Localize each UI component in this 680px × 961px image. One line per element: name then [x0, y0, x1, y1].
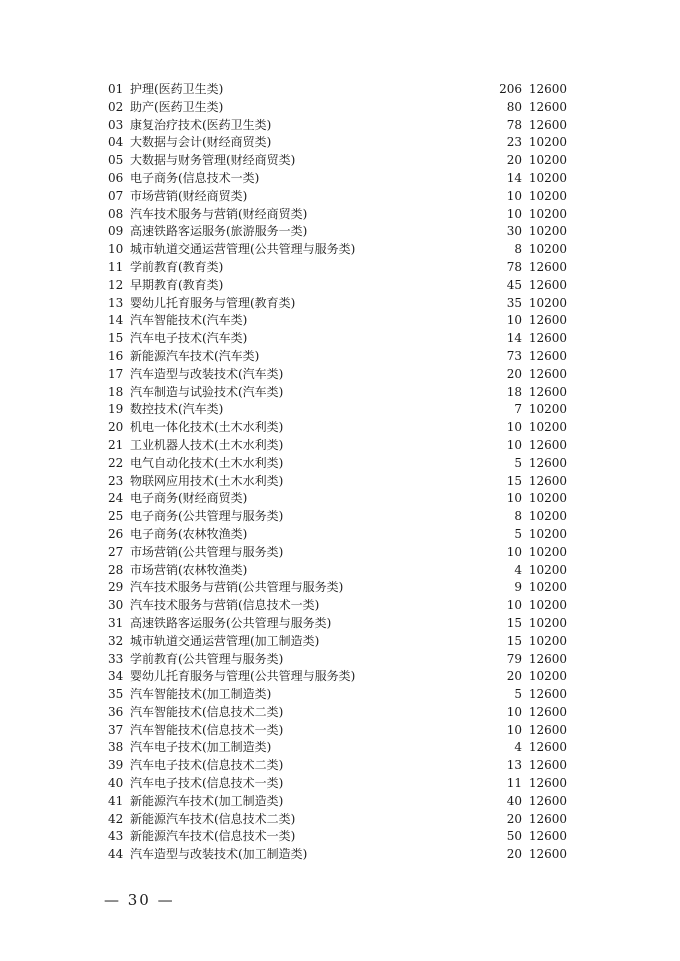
- row-code: 28: [108, 562, 124, 577]
- row-code: 02: [108, 99, 124, 114]
- tuition-fee: 12600: [528, 455, 567, 470]
- row-code: 07: [108, 188, 124, 203]
- enrollment-count: 10: [506, 544, 522, 559]
- tuition-fee: 12600: [528, 366, 567, 381]
- row-code: 34: [108, 669, 124, 684]
- enrollment-count: 20: [506, 811, 522, 826]
- tuition-fee: 12600: [528, 740, 567, 755]
- table-row: [108, 170, 578, 188]
- program-name: 护理(医药卫生类): [130, 82, 224, 96]
- tuition-fee: 10200: [528, 170, 567, 185]
- table-row: [108, 775, 578, 793]
- table-row: [108, 668, 578, 686]
- row-code: 27: [108, 544, 124, 559]
- row-code: 25: [108, 509, 124, 524]
- table-row: [108, 437, 578, 455]
- row-code: 32: [108, 633, 124, 648]
- tuition-fee: 12600: [528, 313, 567, 328]
- row-code: 36: [108, 704, 124, 719]
- program-name: 汽车技术服务与营销(信息技术一类): [130, 598, 320, 613]
- enrollment-count: 5: [514, 526, 522, 541]
- tuition-fee: 10200: [528, 562, 567, 577]
- table-row: [108, 490, 578, 508]
- enrollment-count: 50: [506, 829, 522, 844]
- tuition-fee: 12600: [528, 331, 567, 346]
- row-code: 43: [108, 829, 124, 844]
- table-row: [108, 312, 578, 330]
- table-row: [108, 401, 578, 419]
- table-row: [108, 81, 578, 99]
- enrollment-count: 10: [506, 420, 522, 435]
- enrollment-count: 4: [514, 740, 522, 755]
- table-row: [108, 633, 578, 651]
- enrollment-count: 10: [506, 704, 522, 719]
- tuition-fee: 10200: [528, 188, 567, 203]
- table-row: [108, 651, 578, 669]
- row-code: 09: [108, 224, 124, 239]
- table-row: [108, 526, 578, 544]
- enrollment-count: 45: [506, 277, 522, 292]
- program-name: 市场营销(农林牧渔类): [130, 562, 248, 577]
- tuition-fee: 10200: [528, 135, 567, 150]
- tuition-fee: 12600: [528, 687, 567, 702]
- program-name: 城市轨道交通运营管理(公共管理与服务类): [130, 242, 356, 257]
- program-name: 早期教育(教育类): [130, 277, 224, 292]
- program-name: 市场营销(财经商贸类): [130, 188, 248, 203]
- table-row: [108, 348, 578, 366]
- row-code: 39: [108, 758, 124, 773]
- program-name: 汽车造型与改装技术(汽车类): [130, 366, 284, 381]
- program-name: 电气自动化技术(土木水利类): [130, 455, 284, 470]
- enrollment-count: 20: [506, 669, 522, 684]
- enrollment-count: 20: [506, 847, 522, 862]
- row-code: 10: [108, 242, 124, 257]
- program-name: 新能源汽车技术(信息技术二类): [130, 811, 296, 826]
- table-row: [108, 704, 578, 722]
- tuition-fee: 10200: [528, 580, 567, 595]
- table-row: [108, 793, 578, 811]
- enrollment-count: 10: [506, 598, 522, 613]
- table-row: [108, 99, 578, 117]
- enrollment-count: 14: [506, 170, 522, 185]
- program-name: 数控技术(汽车类): [130, 402, 224, 417]
- table-row: [108, 241, 578, 259]
- enrollment-count: 10: [506, 313, 522, 328]
- row-code: 14: [108, 313, 124, 328]
- tuition-fee: 10200: [528, 402, 567, 417]
- table-row: [108, 223, 578, 241]
- tuition-fee: 12600: [528, 758, 567, 773]
- row-code: 15: [108, 331, 124, 346]
- row-code: 21: [108, 437, 124, 452]
- tuition-fee: 12600: [528, 811, 567, 826]
- enrollment-count: 4: [514, 562, 522, 577]
- row-code: 16: [108, 348, 124, 363]
- table-row: [108, 206, 578, 224]
- program-name: 汽车技术服务与营销(财经商贸类): [130, 206, 308, 221]
- row-code: 42: [108, 811, 124, 826]
- program-name: 大数据与财务管理(财经商贸类): [130, 153, 296, 168]
- program-name: 高速铁路客运服务(公共管理与服务类): [130, 615, 332, 630]
- table-row: [108, 846, 578, 864]
- enrollment-count: 10: [506, 722, 522, 737]
- table-row: [108, 259, 578, 277]
- program-name: 婴幼儿托育服务与管理(公共管理与服务类): [130, 669, 356, 684]
- program-name: 新能源汽车技术(加工制造类): [130, 793, 284, 808]
- tuition-fee: 10200: [528, 544, 567, 559]
- enrollment-count: 8: [514, 242, 522, 257]
- table-row: [108, 366, 578, 384]
- program-name: 高速铁路客运服务(旅游服务一类): [130, 224, 308, 239]
- row-code: 41: [108, 793, 124, 808]
- row-code: 03: [108, 117, 124, 132]
- tuition-fee: 12600: [528, 473, 567, 488]
- program-name: 市场营销(公共管理与服务类): [130, 544, 284, 559]
- enrollment-count: 78: [506, 117, 522, 132]
- enrollment-count: 5: [514, 687, 522, 702]
- table-row: [108, 579, 578, 597]
- table-row: [108, 419, 578, 437]
- enrollment-count: 80: [506, 99, 522, 114]
- tuition-fee: 12600: [528, 277, 567, 292]
- enrollment-count: 10: [506, 437, 522, 452]
- program-name: 康复治疗技术(医药卫生类): [130, 117, 272, 132]
- enrollment-count: 78: [506, 259, 522, 274]
- table-row: [108, 828, 578, 846]
- row-code: 12: [108, 277, 124, 292]
- program-name: 大数据与会计(财经商贸类): [130, 135, 272, 150]
- tuition-fee: 12600: [528, 437, 567, 452]
- row-code: 44: [108, 847, 124, 862]
- enrollment-count: 11: [506, 776, 522, 791]
- tuition-fee: 10200: [528, 153, 567, 168]
- program-name: 汽车制造与试验技术(汽车类): [130, 384, 284, 399]
- row-code: 19: [108, 402, 124, 417]
- row-code: 13: [108, 295, 124, 310]
- tuition-fee: 12600: [528, 651, 567, 666]
- tuition-fee: 10200: [528, 420, 567, 435]
- row-code: 06: [108, 170, 124, 185]
- table-row: [108, 330, 578, 348]
- tuition-fee: 10200: [528, 295, 567, 310]
- enrollment-count: 23: [506, 135, 522, 150]
- program-name: 电子商务(信息技术一类): [130, 170, 260, 185]
- table-row: [108, 615, 578, 633]
- table-row: [108, 188, 578, 206]
- program-name: 汽车电子技术(信息技术一类): [130, 776, 284, 791]
- enrollment-count: 18: [506, 384, 522, 399]
- row-code: 18: [108, 384, 124, 399]
- tuition-fee: 10200: [528, 633, 567, 648]
- tuition-fee: 10200: [528, 224, 567, 239]
- row-code: 30: [108, 598, 124, 613]
- enrollment-count: 20: [506, 366, 522, 381]
- table-row: [108, 152, 578, 170]
- tuition-fee: 10200: [528, 598, 567, 613]
- enrollment-count: 14: [506, 331, 522, 346]
- row-code: 29: [108, 580, 124, 595]
- row-code: 05: [108, 153, 124, 168]
- tuition-fee: 10200: [528, 669, 567, 684]
- row-code: 22: [108, 455, 124, 470]
- enrollment-count: 73: [506, 348, 522, 363]
- program-name: 汽车智能技术(信息技术二类): [130, 704, 284, 719]
- table-row: [108, 686, 578, 704]
- table-row: [108, 295, 578, 313]
- program-list: [108, 81, 578, 864]
- enrollment-count: 10: [506, 188, 522, 203]
- tuition-fee: 12600: [528, 829, 567, 844]
- program-name: 汽车电子技术(加工制造类): [130, 740, 272, 755]
- row-code: 31: [108, 615, 124, 630]
- enrollment-count: 15: [506, 473, 522, 488]
- table-row: [108, 473, 578, 491]
- table-row: [108, 277, 578, 295]
- tuition-fee: 12600: [528, 99, 567, 114]
- table-row: [108, 811, 578, 829]
- tuition-fee: 10200: [528, 615, 567, 630]
- program-name: 机电一体化技术(土木水利类): [130, 420, 284, 435]
- enrollment-count: 35: [506, 295, 522, 310]
- table-row: [108, 739, 578, 757]
- tuition-fee: 10200: [528, 526, 567, 541]
- table-row: [108, 455, 578, 473]
- program-name: 汽车电子技术(信息技术二类): [130, 758, 284, 773]
- tuition-fee: 10200: [528, 242, 567, 257]
- table-row: [108, 134, 578, 152]
- tuition-fee: 12600: [528, 259, 567, 274]
- enrollment-count: 79: [506, 651, 522, 666]
- tuition-fee: 12600: [528, 704, 567, 719]
- program-name: 新能源汽车技术(汽车类): [130, 348, 260, 363]
- program-name: 工业机器人技术(土木水利类): [130, 437, 284, 452]
- tuition-fee: 12600: [528, 117, 567, 132]
- table-row: [108, 597, 578, 615]
- enrollment-count: 8: [514, 509, 522, 524]
- program-name: 学前教育(公共管理与服务类): [130, 651, 284, 666]
- row-code: 17: [108, 366, 124, 381]
- program-name: 汽车电子技术(汽车类): [130, 331, 248, 346]
- tuition-fee: 10200: [528, 206, 567, 221]
- row-code: 23: [108, 473, 124, 488]
- tuition-fee: 12600: [528, 776, 567, 791]
- program-name: 汽车造型与改装技术(加工制造类): [130, 847, 308, 862]
- enrollment-count: 10: [506, 491, 522, 506]
- row-code: 01: [108, 82, 124, 96]
- row-code: 11: [108, 259, 124, 274]
- program-name: 电子商务(财经商贸类): [130, 491, 248, 506]
- program-name: 新能源汽车技术(信息技术一类): [130, 829, 296, 844]
- program-name: 物联网应用技术(土木水利类): [130, 473, 284, 488]
- enrollment-count: 15: [506, 633, 522, 648]
- row-code: 24: [108, 491, 124, 506]
- program-name: 城市轨道交通运营管理(加工制造类): [130, 633, 320, 648]
- enrollment-count: 9: [514, 580, 522, 595]
- enrollment-count: 40: [506, 793, 522, 808]
- program-name: 汽车技术服务与营销(公共管理与服务类): [130, 580, 344, 595]
- row-code: 20: [108, 420, 124, 435]
- enrollment-count: 7: [514, 402, 522, 417]
- row-code: 33: [108, 651, 124, 666]
- row-code: 37: [108, 722, 124, 737]
- row-code: 38: [108, 740, 124, 755]
- program-name: 汽车智能技术(加工制造类): [130, 687, 272, 702]
- tuition-fee: 12600: [528, 82, 567, 96]
- page-number: — 30 —: [104, 891, 175, 909]
- tuition-fee: 10200: [528, 491, 567, 506]
- row-code: 04: [108, 135, 124, 150]
- program-name: 汽车智能技术(信息技术一类): [130, 722, 284, 737]
- enrollment-count: 15: [506, 615, 522, 630]
- tuition-fee: 12600: [528, 722, 567, 737]
- program-name: 电子商务(公共管理与服务类): [130, 509, 284, 524]
- row-code: 40: [108, 776, 124, 791]
- program-name: 学前教育(教育类): [130, 259, 224, 274]
- enrollment-count: 30: [506, 224, 522, 239]
- table-row: [108, 117, 578, 135]
- table-row: [108, 757, 578, 775]
- enrollment-count: 20: [506, 153, 522, 168]
- row-code: 35: [108, 687, 124, 702]
- enrollment-count: 206: [499, 82, 522, 96]
- tuition-fee: 12600: [528, 348, 567, 363]
- tuition-fee: 12600: [528, 793, 567, 808]
- enrollment-count: 13: [506, 758, 522, 773]
- enrollment-count: 10: [506, 206, 522, 221]
- table-row: [108, 544, 578, 562]
- table-row: [108, 508, 578, 526]
- enrollment-count: 5: [514, 455, 522, 470]
- program-name: 婴幼儿托育服务与管理(教育类): [130, 295, 296, 310]
- table-row: [108, 562, 578, 580]
- program-name: 电子商务(农林牧渔类): [130, 526, 248, 541]
- tuition-fee: 12600: [528, 384, 567, 399]
- program-name: 助产(医药卫生类): [130, 99, 224, 114]
- tuition-fee: 12600: [528, 847, 567, 862]
- tuition-fee: 10200: [528, 509, 567, 524]
- row-code: 26: [108, 526, 124, 541]
- row-code: 08: [108, 206, 124, 221]
- table-row: [108, 384, 578, 402]
- program-name: 汽车智能技术(汽车类): [130, 313, 248, 328]
- table-row: [108, 722, 578, 740]
